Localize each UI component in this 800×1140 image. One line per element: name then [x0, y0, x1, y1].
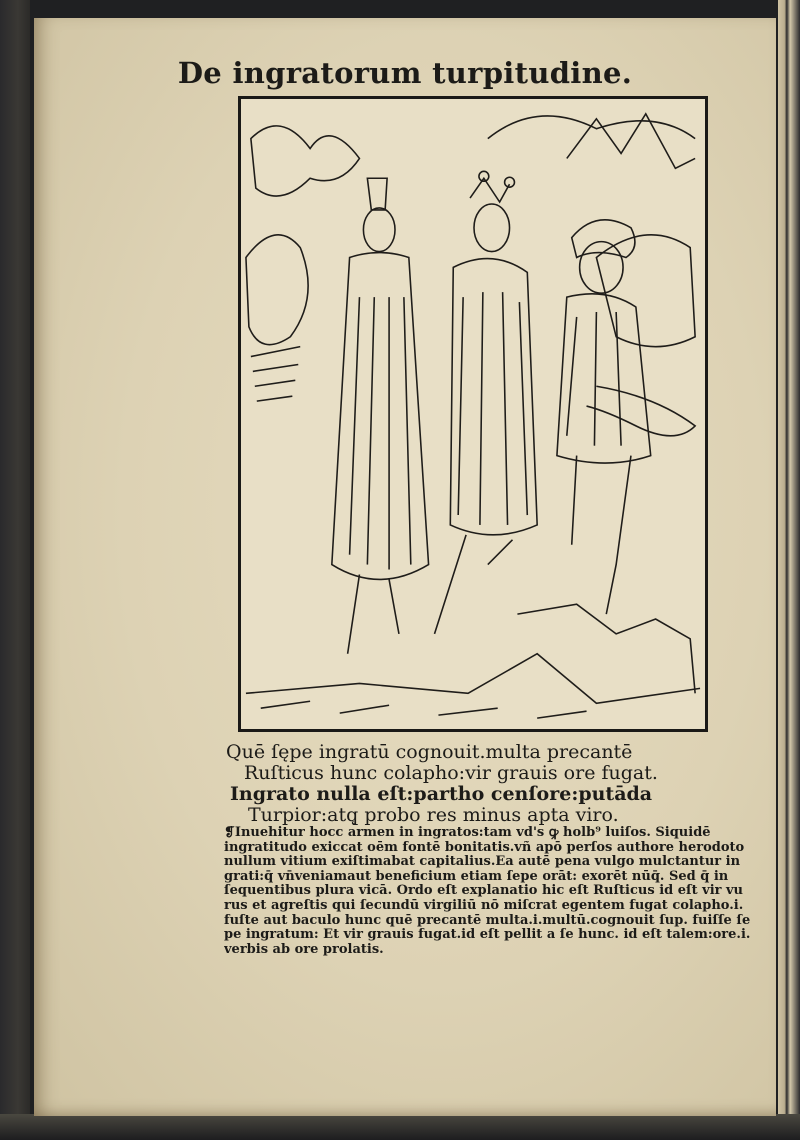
page-heading: De ingratorum turpitudine. [177, 56, 633, 90]
commentary-line: ſequentibus plura vicā. Ordo eſt explanatio hic eſt Ruſticus id eſt vir vu [224, 884, 744, 899]
book-gutter-left [0, 0, 30, 1140]
woodcut-illustration [238, 96, 708, 732]
commentary-line: fuſte aut baculo hunc quē precantē multa.i.multū.cognouit ſup. fuiſſe ſe [224, 913, 751, 928]
verse-line: Ingrato nulla eſt:partho cenſore:putāda [230, 783, 653, 805]
verse-line: Ruſticus hunc colapho:vir grauis ore fugat. [244, 762, 658, 784]
book-page [34, 18, 776, 1116]
commentary-line: ❡Inuehitur hocc armen in ingratos:tam vd's ꝙ holb⁹ luiſos. Siquidē [224, 826, 711, 840]
latin-verses [194, 742, 754, 826]
latin-commentary [224, 826, 764, 957]
book-edge-right [778, 0, 800, 1140]
commentary-line: grati:q̄ vn̄veniamaut beneficium etiam ſepe orāt: exorēt nūq̄. Sed q̄ in [224, 869, 729, 884]
commentary-line: nullum vitium exiſtimabat capitalius.Ea autē pena vulgo mulctantur in [224, 855, 741, 870]
commentary-line: ingratitudo exiccat oēm fontē bonitatis.vñ apō perſos authore herodoto [224, 840, 745, 855]
commentary-line: rus et agreſtis qui ſecundū virgiliū nō miſcrat egentem fugat colapho.i. [224, 898, 744, 913]
woodcut-drawing [241, 99, 705, 729]
book-edge-bottom [0, 1114, 800, 1140]
commentary-line: pe ingratum: Et vir grauis fugat.id eſt pellit a ſe hunc. id eſt talem:ore.i. [224, 928, 751, 943]
verse-line: Quē ſępe ingratū cognouit.multa precantē [226, 741, 633, 763]
verse-line: Turpior:atq̨ probo res minus apta viro. [248, 804, 619, 826]
commentary-line: verbis ab ore prolatis. [224, 942, 384, 957]
